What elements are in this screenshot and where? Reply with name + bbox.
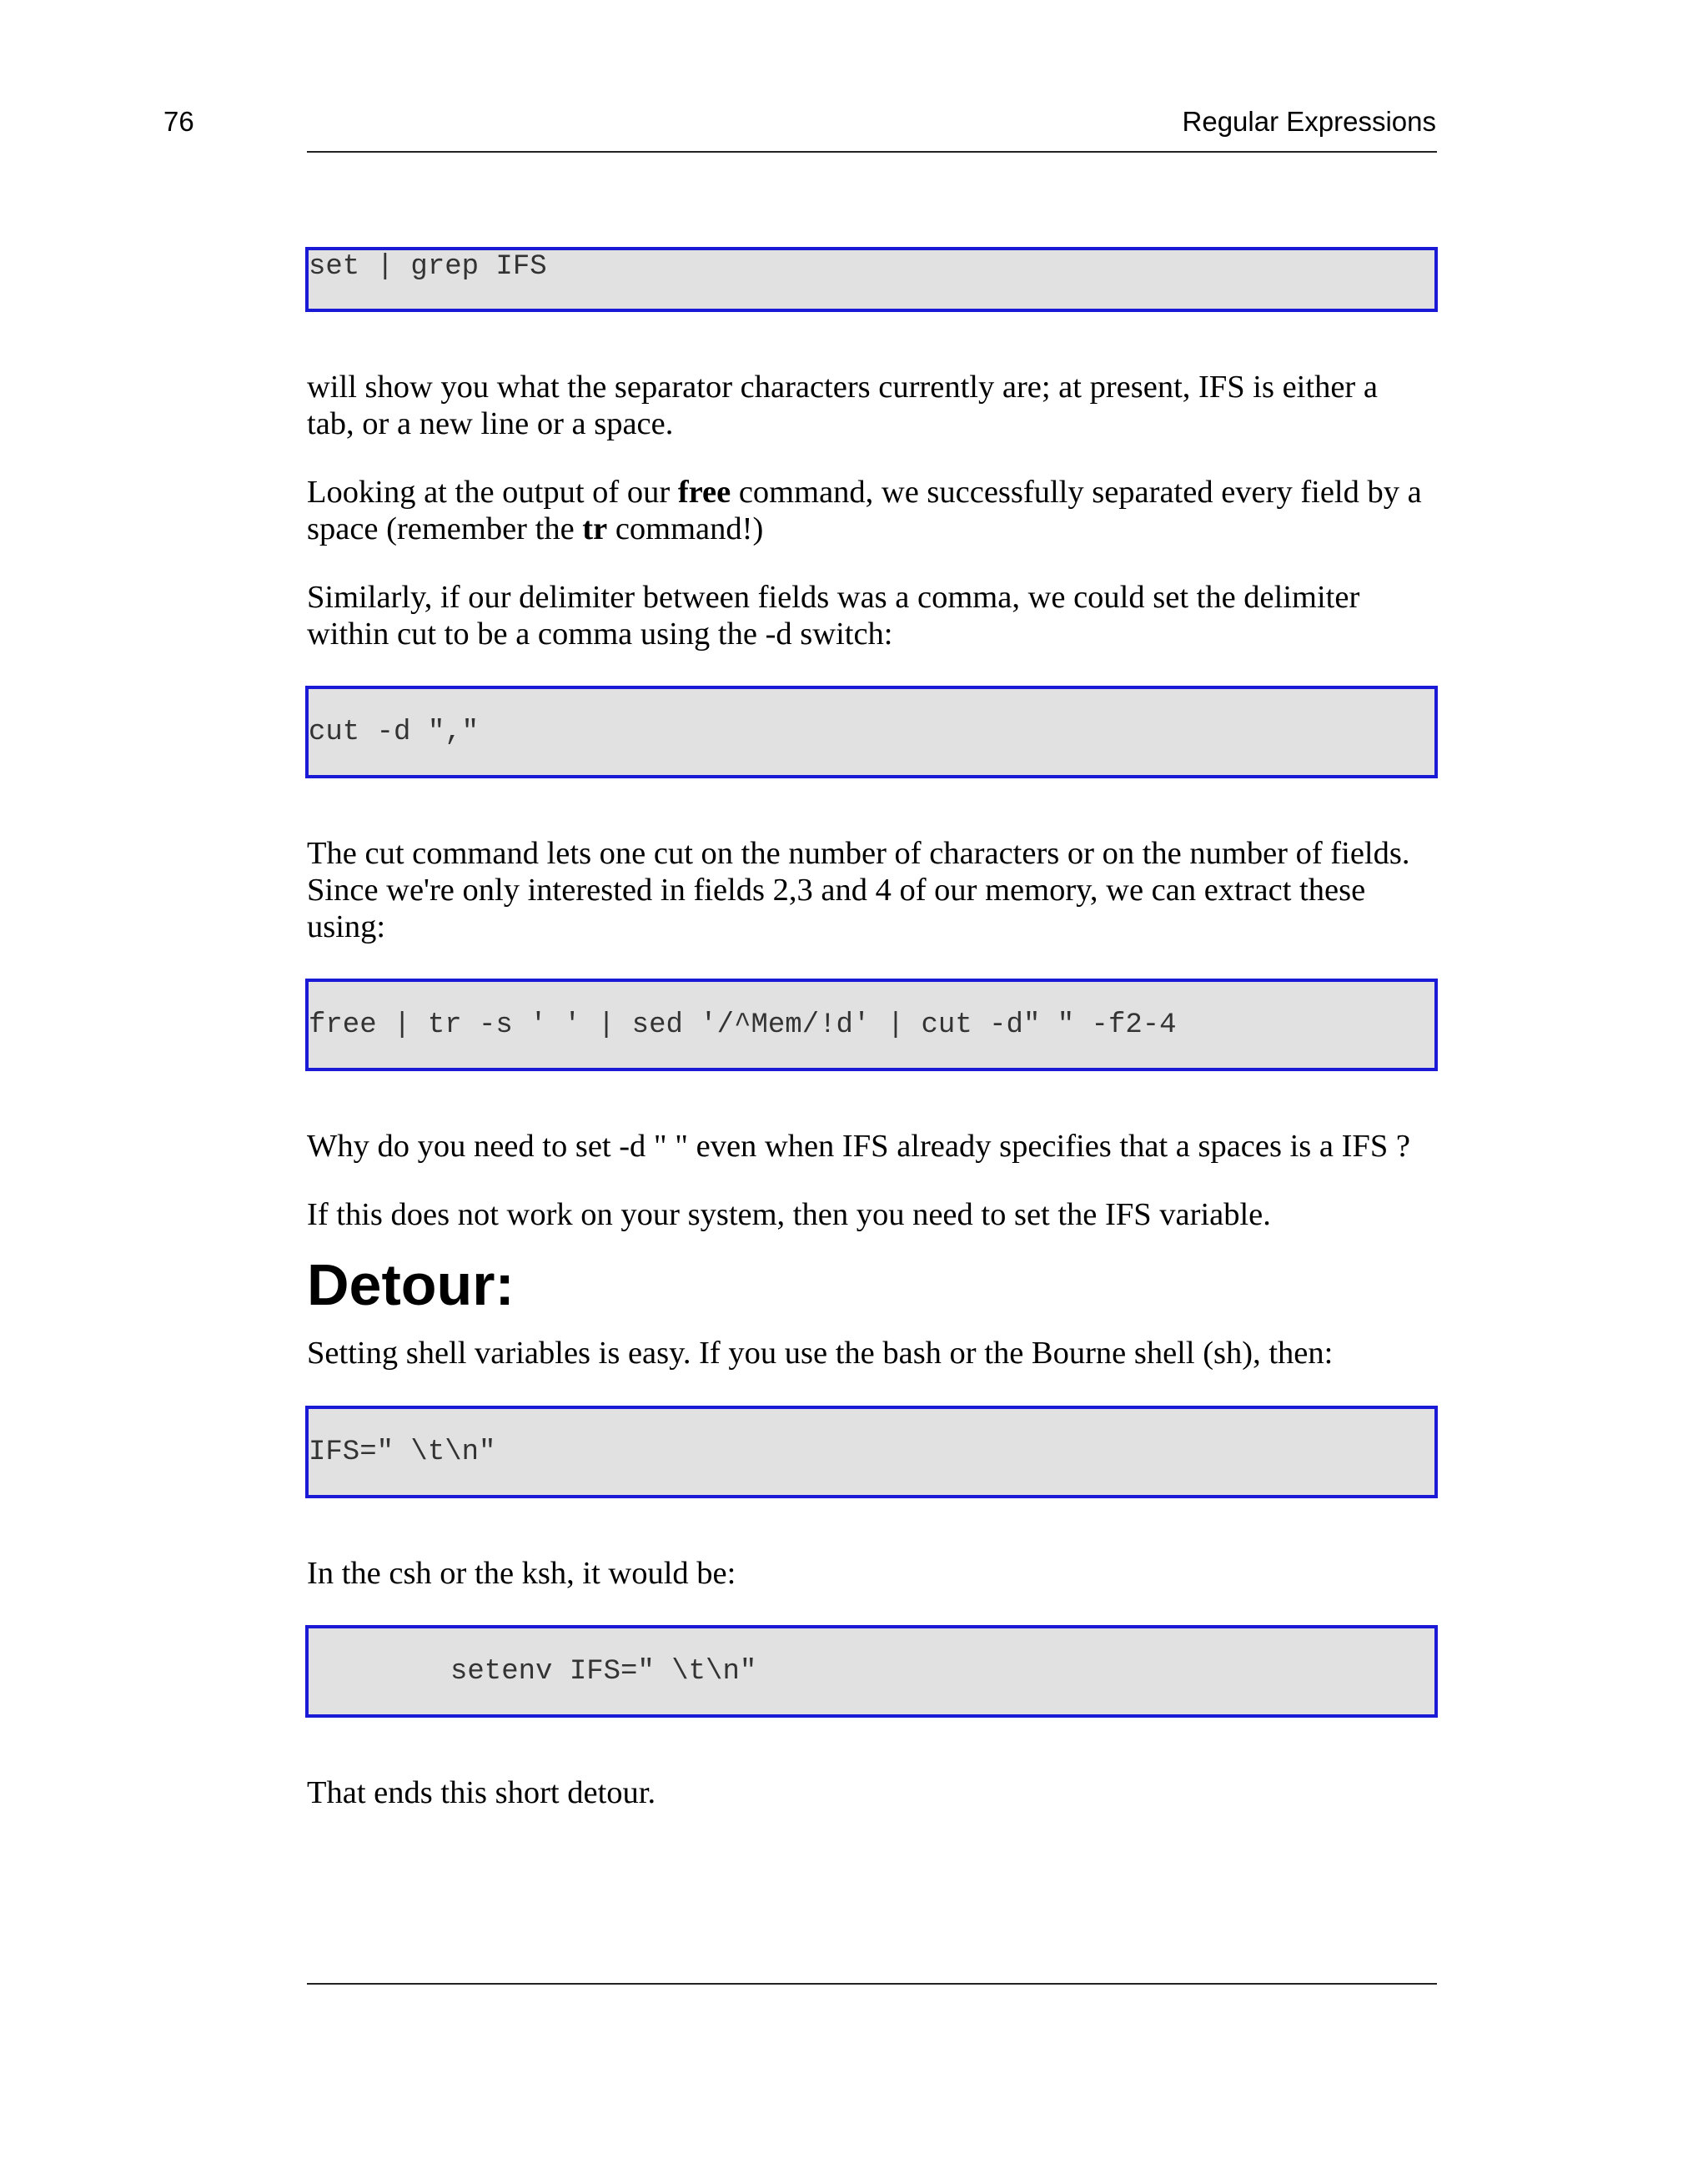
- paragraph-why-set-d: Why do you need to set -d " " even when IFS already specifies that a spaces is a IFS ?: [307, 1129, 1410, 1164]
- paragraph-free-output: [307, 474, 1437, 547]
- command-tr: tr: [582, 511, 608, 546]
- footer-rule: [307, 1983, 1437, 1985]
- command-free: free: [677, 475, 731, 510]
- paragraph-detour-end: That ends this short detour.: [307, 1775, 656, 1810]
- paragraph-cut-fields: The cut command lets one cut on the number of characters or on the number of fields. Since we're only interested in fields 2,3 and 4 of our memory, we can extract these using:: [307, 836, 1410, 944]
- code-block-cut-comma: cut -d ",": [305, 686, 1438, 778]
- paragraph-text: command, we successfully separated every field by a space (remember the: [307, 475, 1422, 546]
- paragraph-shell-variables: Setting shell variables is easy. If you use the bash or the Bourne shell (sh), then:: [307, 1336, 1334, 1371]
- paragraph-comma-delimiter: Similarly, if our delimiter between fields was a comma, we could set the delimiter within cut to be a comma using the -d switch:: [307, 580, 1360, 652]
- paragraph-separator-characters: will show you what the separator characters currently are; at present, IFS is either a tab, or a new line or a space.: [307, 370, 1378, 441]
- running-header-title: Regular Expressions: [1182, 106, 1436, 137]
- paragraph-text: Looking at the output of our: [307, 475, 678, 510]
- code-block-ifs-bash: IFS=" \t\n": [305, 1406, 1438, 1498]
- code-block-setenv-ifs: setenv IFS=" \t\n": [305, 1625, 1438, 1718]
- page-body: [307, 247, 1437, 1811]
- code-block-set-grep: set | grep IFS: [305, 247, 1438, 312]
- paragraph-text: command!): [607, 511, 764, 546]
- page-number: 76: [163, 106, 194, 137]
- paragraph-set-ifs: If this does not work on your system, then you need to set the IFS variable.: [307, 1197, 1271, 1232]
- header-rule: [307, 151, 1437, 153]
- section-heading-detour: Detour:: [307, 1252, 515, 1317]
- code-block-free-pipeline: free | tr -s ' ' | sed '/^Mem/!d' | cut -d" " -f2-4: [305, 979, 1438, 1071]
- paragraph-csh-ksh: In the csh or the ksh, it would be:: [307, 1556, 736, 1591]
